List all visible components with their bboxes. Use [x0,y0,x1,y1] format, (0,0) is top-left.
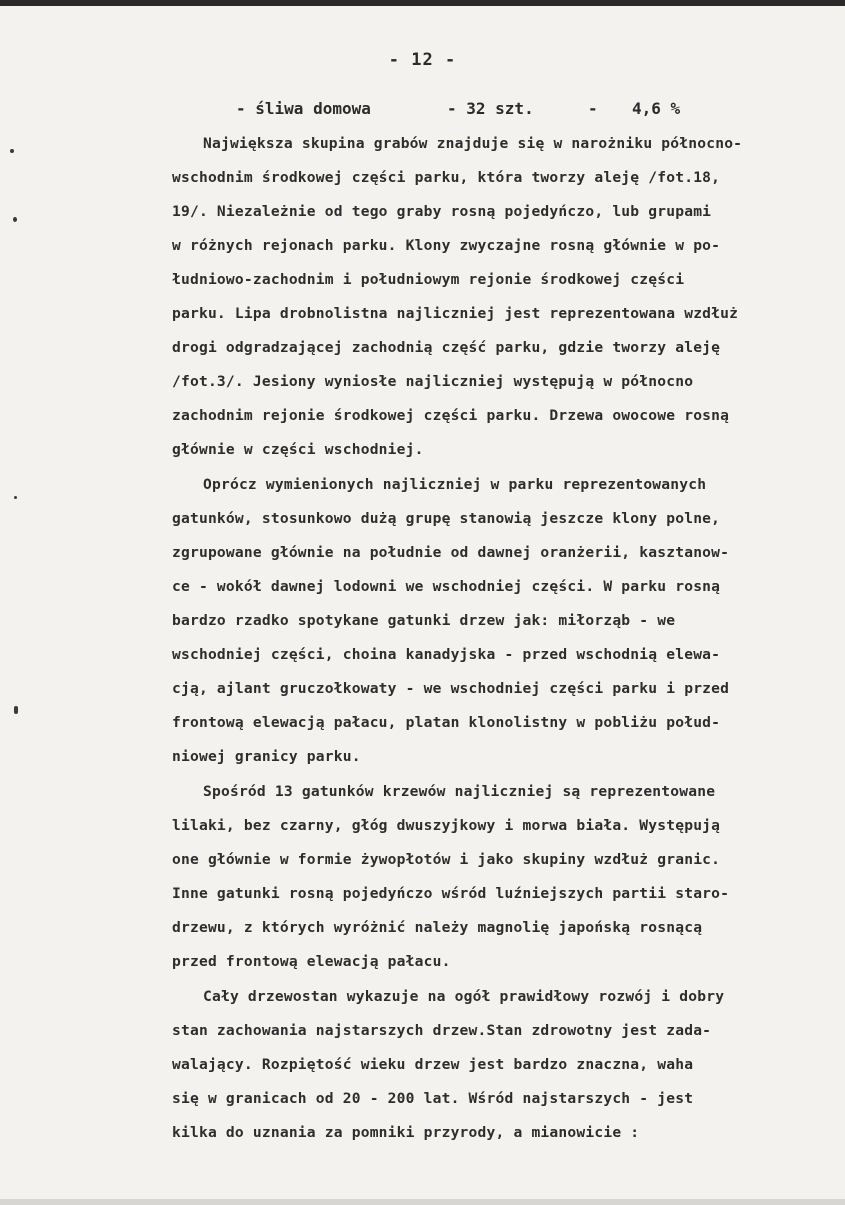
text-line: bardzo rzadko spotykane gatunki drzew jak: miłorząb - we [172,612,676,629]
text-line: wschodniej części, choina kanadyjska - przed wschodnią elewa- [172,646,721,663]
body-text [0,6,845,1205]
text-line: drogi odgradzającej zachodnią część parku, gdzie tworzy aleję [172,339,721,356]
species-percent: 4,6 % [632,99,681,118]
text-line: 19/. Niezależnie od tego graby rosną pojedyńczo, lub grupami [172,203,712,220]
text-line: Oprócz wymienionych najliczniej w parku reprezentowanych [203,476,707,493]
text-line: przed frontową elewacją pałacu. [172,953,451,970]
text-line: kilka do uznania za pomniki przyrody, a mianowicie : [172,1124,640,1141]
text-line: parku. Lipa drobnolistna najliczniej jest reprezentowana wzdłuż [172,305,739,322]
species-name: - śliwa domowa [236,99,371,118]
text-line: frontową elewacją pałacu, platan klonolistny w pobliżu połud- [172,714,721,731]
text-line: w różnych rejonach parku. Klony zwyczajne rosną głównie w po- [172,237,721,254]
text-line: ce - wokół dawnej lodowni we wschodniej części. W parku rosną [172,578,721,595]
species-count: - 32 szt. [447,99,534,118]
text-line: walający. Rozpiętość wieku drzew jest bardzo znaczna, waha [172,1056,694,1073]
text-line: łudniowo-zachodnim i południowym rejonie środkowej części [172,271,685,288]
text-line: cją, ajlant gruczołkowaty - we wschodniej części parku i przed [172,680,730,697]
text-line: /fot.3/. Jesiony wyniosłe najliczniej występują w północno [172,373,694,390]
text-line: gatunków, stosunkowo dużą grupę stanowią jeszcze klony polne, [172,510,721,527]
text-line: stan zachowania najstarszych drzew.Stan zdrowotny jest zada- [172,1022,712,1039]
text-line: lilaki, bez czarny, głóg dwuszyjkowy i morwa biała. Występują [172,817,721,834]
row-separator: - [588,99,598,118]
text-line: zgrupowane głównie na południe od dawnej oranżerii, kasztanow- [172,544,730,561]
text-line: one głównie w formie żywopłotów i jako skupiny wzdłuż granic. [172,851,721,868]
page-number: - 12 - [388,50,457,70]
text-line: zachodnim rejonie środkowej części parku. Drzewa owocowe rosną [172,407,730,424]
text-line: głównie w części wschodniej. [172,441,424,458]
text-line: drzewu, z których wyróżnić należy magnolię japońską rosnącą [172,919,703,936]
text-line: Cały drzewostan wykazuje na ogół prawidłowy rozwój i dobry [203,988,725,1005]
text-line: Największa skupina grabów znajduje się w narożniku północno- [203,135,743,152]
text-line: się w granicach od 20 - 200 lat. Wśród najstarszych - jest [172,1090,694,1107]
text-line: niowej granicy parku. [172,748,361,765]
text-line: wschodnim środkowej części parku, która tworzy aleję /fot.18, [172,169,721,186]
text-line: Inne gatunki rosną pojedyńczo wśród luźniejszych partii staro- [172,885,730,902]
text-line: Spośród 13 gatunków krzewów najliczniej są reprezentowane [203,783,716,800]
